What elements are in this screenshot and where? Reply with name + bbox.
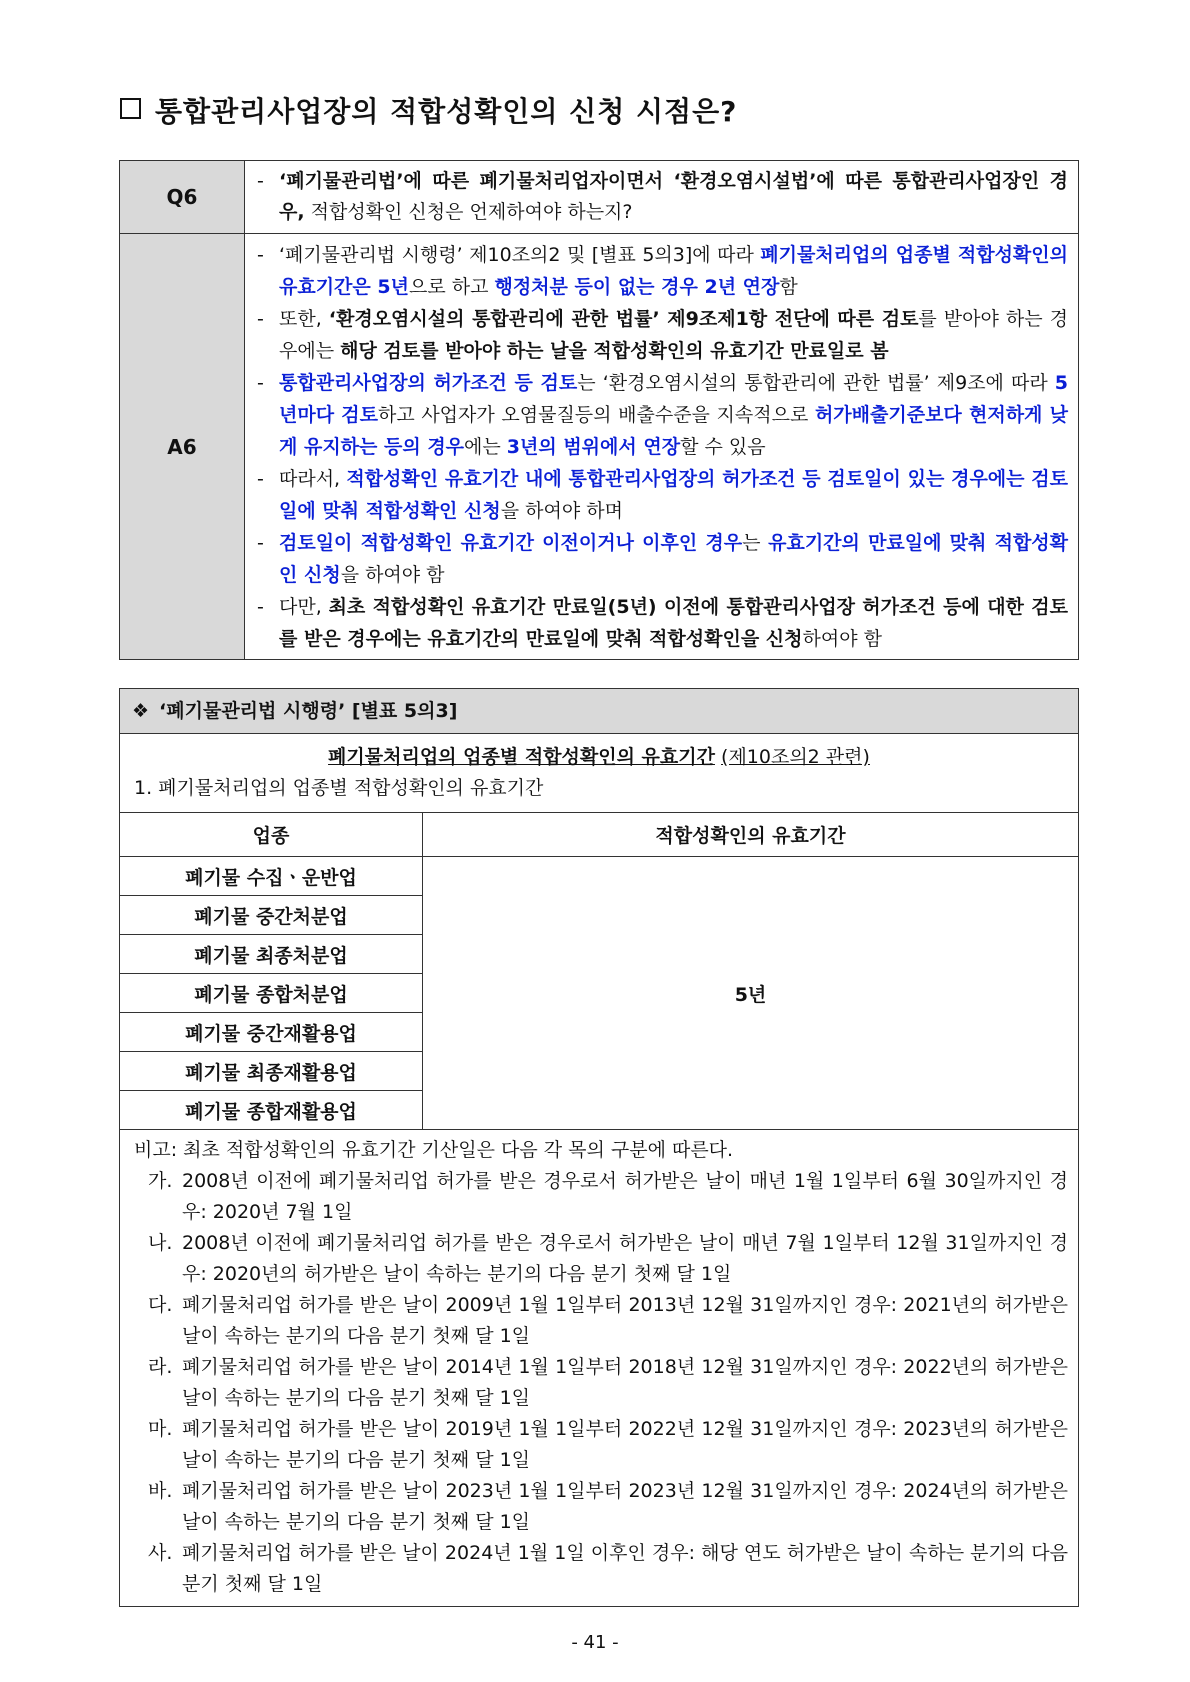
note-item: 마. 폐기물처리업 허가를 받은 날이 2019년 1월 1일부터 2022년 12월 31일까지인 경우: 2023년의 허가받은 날이 속하는 분기의 다음 분기 첫째 달 1일: [148, 1418, 1068, 1471]
reference-header: ❖ ‘폐기물관리법 시행령’ [별표 5의3]: [120, 689, 1078, 734]
answer-row: [120, 234, 1079, 660]
answer-line-4: - 따라서, 적합성확인 유효기간 내에 통합관리사업장의 허가조건 등 검토일이 있는 경우에는 검토일에 맞춰 적합성확인 신청을 하여야 하며: [257, 467, 1068, 522]
qa-table: [119, 160, 1079, 660]
answer-line-5: - 검토일이 적합성확인 유효기간 이전이거나 이후인 경우는 유효기간의 만료일에 맞춰 적합성확인 신청을 하여야 함: [257, 531, 1069, 586]
answer-line-3: - 통합관리사업장의 허가조건 등 검토는 ‘환경오염시설의 통합관리에 관한 법률’ 제9조에 따라 5년마다 검토하고 사업자가 오염물질등의 배출수준을 지속적으로 허가배출기준보다 현저하게 낮게 유지하는 등의 경우에는 3년의 범위에서 연장할 수 있음: [257, 371, 1069, 458]
reference-subtitle: 폐기물처리업의 업종별 적합성확인의 유효기간 (제10조의2 관련): [328, 746, 870, 768]
question-row: [120, 161, 1079, 234]
table-row: 폐기물 최종처분업: [120, 935, 1078, 974]
notes-section: [120, 1130, 1078, 1600]
col-header-period: 적합성확인의 유효기간: [423, 813, 1079, 857]
checkbox-bullet-icon: [120, 98, 141, 119]
reference-item-1: 1. 폐기물처리업의 업종별 적합성확인의 유효기간: [134, 777, 544, 799]
reference-box: [119, 688, 1079, 1607]
table-row: 폐기물 최종재활용업: [120, 1052, 1078, 1091]
question-text: - ‘폐기물관리법’에 따른 폐기물처리업자이면서 ‘환경오염시설법’에 따른 통합관리사업장인 경우, 적합성확인 신청은 언제하여야 하는지?: [245, 161, 1079, 234]
table-row: 폐기물 종합재활용업: [120, 1091, 1078, 1130]
answer-label: A6: [120, 234, 245, 660]
table-row: 폐기물 중간처분업: [120, 896, 1078, 935]
page-title: [120, 90, 737, 130]
note-item: 다. 폐기물처리업 허가를 받은 날이 2009년 1월 1일부터 2013년 12월 31일까지인 경우: 2021년의 허가받은 날이 속하는 분기의 다음 분기 첫째 달 1일: [148, 1294, 1068, 1347]
diamond-bullet-icon: ❖: [132, 700, 150, 722]
answer-line-2: - 또한, ‘환경오염시설의 통합관리에 관한 법률’ 제9조제1항 전단에 따른 검토를 받아야 하는 경우에는 해당 검토를 받아야 하는 날을 적합성확인의 유효기간 만료일로 봄: [257, 307, 1068, 362]
note-item: 가. 2008년 이전에 폐기물처리업 허가를 받은 경우로서 허가받은 날이 매년 1월 1일부터 6월 30일까지인 경우: 2020년 7월 1일: [148, 1170, 1068, 1223]
title-text: 통합관리사업장의 적합성확인의 신청 시점은?: [155, 95, 738, 128]
note-item: 사. 폐기물처리업 허가를 받은 날이 2024년 1월 1일 이후인 경우: 해당 연도 허가받은 날이 속하는 분기의 다음 분기 첫째 달 1일: [148, 1542, 1068, 1595]
table-row: 폐기물 수집ㆍ운반업 5년: [120, 857, 1078, 896]
note-item: 나. 2008년 이전에 폐기물처리업 허가를 받은 경우로서 허가받은 날이 매년 7월 1일부터 12월 31일까지인 경우: 2020년의 허가받은 날이 속하는 분기의 다음 분기 첫째 달 1일: [148, 1232, 1068, 1285]
col-header-kind: 업종: [120, 813, 423, 857]
note-item: 라. 폐기물처리업 허가를 받은 날이 2014년 1월 1일부터 2018년 12월 31일까지인 경우: 2022년의 허가받은 날이 속하는 분기의 다음 분기 첫째 달 1일: [148, 1356, 1068, 1409]
notes-head: 비고: 최초 적합성확인의 유효기간 기산일은 다음 각 목의 구분에 따른다.: [134, 1139, 734, 1161]
table-row: 폐기물 중간재활용업: [120, 1013, 1078, 1052]
table-header-row: [120, 813, 1078, 857]
period-cell: 5년: [423, 857, 1079, 1130]
answer-text: [245, 234, 1079, 660]
page-number: - 41 -: [571, 1632, 619, 1653]
question-label: Q6: [120, 161, 245, 234]
table-row: 폐기물 종합처분업: [120, 974, 1078, 1013]
answer-line-6: - 다만, 최초 적합성확인 유효기간 만료일(5년) 이전에 통합관리사업장 허가조건 등에 대한 검토를 받은 경우에는 유효기간의 만료일에 맞춰 적합성확인을 신청하여야 함: [257, 595, 1068, 650]
note-item: 바. 폐기물처리업 허가를 받은 날이 2023년 1월 1일부터 2023년 12월 31일까지인 경우: 2024년의 허가받은 날이 속하는 분기의 다음 분기 첫째 달 1일: [148, 1480, 1068, 1533]
answer-line-1: - ‘폐기물관리법 시행령’ 제10조의2 및 [별표 5의3]에 따라 폐기물처리업의 업종별 적합성확인의 유효기간은 5년으로 하고 행정처분 등이 없는 경우 2년 연장함: [257, 243, 1068, 298]
validity-table: [120, 812, 1078, 1130]
